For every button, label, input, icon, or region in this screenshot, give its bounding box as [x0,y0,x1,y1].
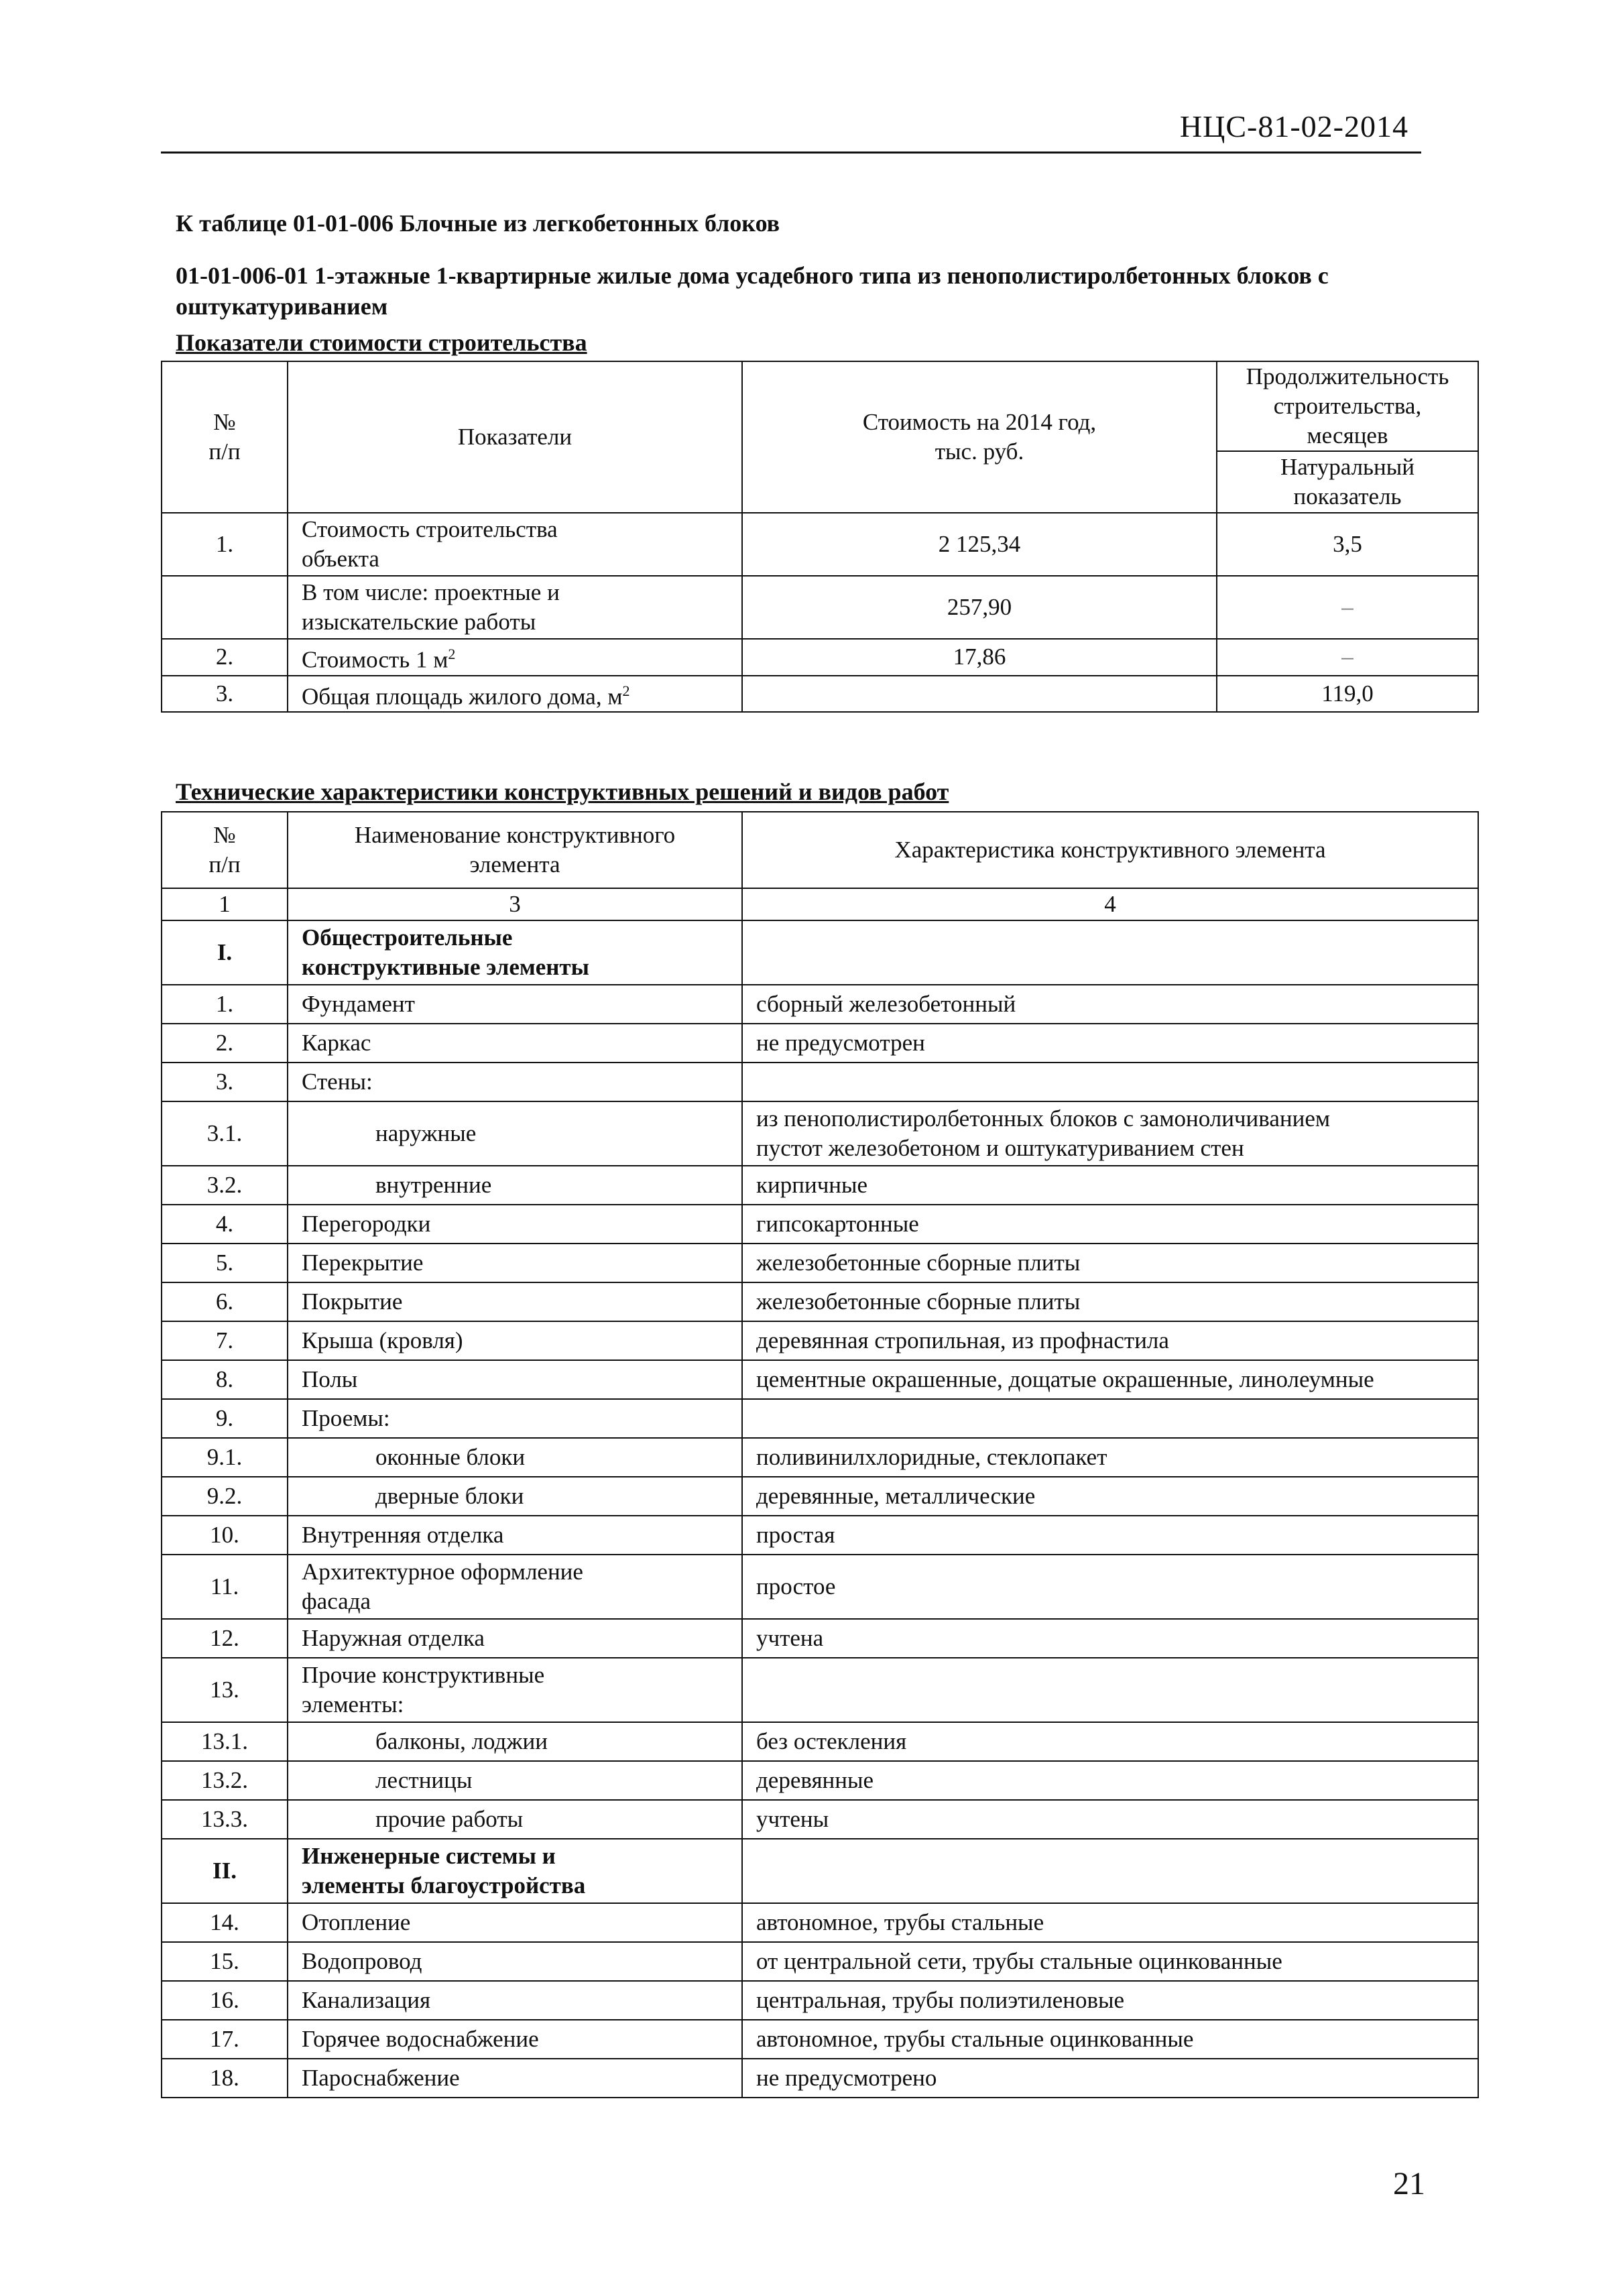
element-characteristic: гипсокартонные [742,1205,1478,1244]
row-cost [742,676,1217,713]
row-number: 14. [162,1903,288,1942]
element-name: Крыша (кровля) [288,1321,742,1360]
row-number: 17. [162,2020,288,2059]
row-number: 13. [162,1658,288,1722]
table-row [162,639,1478,676]
element-name: Отопление [288,1903,742,1942]
element-characteristic: цементные окрашенные, дощатые окрашенные, линолеумные [742,1360,1478,1399]
table-row [162,1321,1478,1360]
element-characteristic: сборный железобетонный [742,985,1478,1024]
row-cost: 257,90 [742,576,1217,639]
table-row [162,1205,1478,1244]
element-name: Общестроительные конструктивные элементы [288,920,742,985]
element-name: Проемы: [288,1399,742,1438]
element-name: Канализация [288,1981,742,2020]
table-row [162,1555,1478,1619]
element-characteristic: простая [742,1516,1478,1555]
table-row [162,1244,1478,1282]
cost-header-num: № п/п [162,361,288,513]
table-row [162,1981,1478,2020]
cost-section-title: Показатели стоимости строительства [176,329,587,356]
row-number: 8. [162,1360,288,1399]
row-number: 9.2. [162,1477,288,1516]
row-number: 1. [162,985,288,1024]
row-indicator-name [288,639,742,676]
element-characteristic: железобетонные сборные плиты [742,1244,1478,1282]
element-characteristic: кирпичные [742,1166,1478,1205]
element-characteristic: поливинилхлоридные, стеклопакет [742,1438,1478,1477]
element-name: наружные [288,1101,742,1166]
table-row [162,1839,1478,1903]
table-row [162,513,1478,576]
tech-table [161,811,1479,2098]
element-characteristic [742,1399,1478,1438]
superscript: 2 [448,646,456,662]
element-characteristic: от центральной сети, трубы стальные оцинкованные [742,1942,1478,1981]
element-name: Перегородки [288,1205,742,1244]
tech-index-3: 3 [288,888,742,920]
row-number: 11. [162,1555,288,1619]
tech-table-body [162,920,1478,2098]
element-characteristic: простое [742,1555,1478,1619]
element-name: прочие работы [288,1800,742,1839]
element-characteristic: учтены [742,1800,1478,1839]
element-name: Архитектурное оформление фасада [288,1555,742,1619]
row-number: 15. [162,1942,288,1981]
row-number: 2. [162,1024,288,1063]
row-number: 5. [162,1244,288,1282]
element-name: лестницы [288,1761,742,1800]
table-row [162,1101,1478,1166]
table-row [162,1063,1478,1101]
indicator-text: Стоимость 1 м [302,646,448,673]
table-row [162,1619,1478,1658]
element-name: Внутренняя отделка [288,1516,742,1555]
element-characteristic [742,920,1478,985]
table-row [162,2059,1478,2098]
element-characteristic: не предусмотрен [742,1024,1478,1063]
table-row [162,1360,1478,1399]
element-characteristic [742,1658,1478,1722]
row-natural-value: 3,5 [1217,513,1478,576]
table-row [162,1399,1478,1438]
header-rule [161,152,1421,154]
table-row [162,1516,1478,1555]
element-name: Инженерные системы и элементы благоустройства [288,1839,742,1903]
row-number [162,576,288,639]
element-name: Стены: [288,1063,742,1101]
element-name: внутренние [288,1166,742,1205]
element-name: Фундамент [288,985,742,1024]
table-row [162,1761,1478,1800]
row-natural-value: – [1217,639,1478,676]
cost-header-duration: Продолжительность строительства, месяцев [1217,361,1478,451]
row-cost: 2 125,34 [742,513,1217,576]
tech-header-num: № п/п [162,812,288,888]
table-row [162,1438,1478,1477]
row-number: I. [162,920,288,985]
element-characteristic: деревянные [742,1761,1478,1800]
element-name: Перекрытие [288,1244,742,1282]
page-number: 21 [1393,2166,1425,2201]
element-name: Горячее водоснабжение [288,2020,742,2059]
row-number: 3. [162,676,288,713]
row-number: 7. [162,1321,288,1360]
table-row [162,676,1478,713]
tech-index-4: 4 [742,888,1478,920]
tech-header-name: Наименование конструктивного элемента [288,812,742,888]
element-characteristic: деревянная стропильная, из профнастила [742,1321,1478,1360]
row-number: 13.2. [162,1761,288,1800]
row-number: 10. [162,1516,288,1555]
row-natural-value: 119,0 [1217,676,1478,713]
element-name: Пароснабжение [288,2059,742,2098]
row-number: II. [162,1839,288,1903]
element-characteristic [742,1839,1478,1903]
cost-header-cost: Стоимость на 2014 год, тыс. руб. [742,361,1217,513]
element-characteristic: не предусмотрено [742,2059,1478,2098]
table-row [162,1903,1478,1942]
row-number: 3. [162,1063,288,1101]
row-number: 4. [162,1205,288,1244]
element-name: оконные блоки [288,1438,742,1477]
cost-header-natural: Натуральный показатель [1217,451,1478,513]
row-number: 2. [162,639,288,676]
tech-header-char: Характеристика конструктивного элемента [742,812,1478,888]
table-row [162,1282,1478,1321]
table-row [162,1477,1478,1516]
table-row [162,2020,1478,2059]
cost-table-body [162,513,1478,712]
row-indicator-name [288,576,742,639]
table-row [162,1166,1478,1205]
element-characteristic: из пенополистиролбетонных блоков с замоноличиванием пустот железобетоном и оштукатуриванием стен [742,1101,1478,1166]
indicator-text: Стоимость строительства объекта [302,516,558,572]
row-indicator-name [288,513,742,576]
indicator-text: Общая площадь жилого дома, м [302,683,623,710]
object-title: 01-01-006-01 1-этажные 1-квартирные жилые дома усадебного типа из пенополистиролбетонных блоков с оштукатуриванием [176,262,1329,320]
row-number: 9. [162,1399,288,1438]
element-name: Водопровод [288,1942,742,1981]
superscript: 2 [622,682,630,699]
element-name: Покрытие [288,1282,742,1321]
cost-table [161,361,1479,713]
table-row [162,1942,1478,1981]
element-characteristic: деревянные, металлические [742,1477,1478,1516]
element-name: Каркас [288,1024,742,1063]
row-number: 12. [162,1619,288,1658]
table-row [162,985,1478,1024]
element-characteristic: железобетонные сборные плиты [742,1282,1478,1321]
row-indicator-name [288,676,742,713]
element-characteristic: автономное, трубы стальные [742,1903,1478,1942]
table-row [162,576,1478,639]
row-natural-value: – [1217,576,1478,639]
table-row [162,1800,1478,1839]
indicator-text: В том числе: проектные и изыскательские работы [302,579,560,635]
row-number: 1. [162,513,288,576]
row-number: 13.1. [162,1722,288,1761]
tech-section-title: Технические характеристики конструктивных решений и видов работ [176,778,949,805]
row-number: 3.1. [162,1101,288,1166]
element-name: Полы [288,1360,742,1399]
table-row [162,1658,1478,1722]
row-number: 16. [162,1981,288,2020]
table-row [162,1024,1478,1063]
cost-header-name: Показатели [288,361,742,513]
element-characteristic: без остекления [742,1722,1478,1761]
element-name: балконы, лоджии [288,1722,742,1761]
tech-index-1: 1 [162,888,288,920]
row-number: 6. [162,1282,288,1321]
table-row [162,1722,1478,1761]
element-name: Наружная отделка [288,1619,742,1658]
element-name: дверные блоки [288,1477,742,1516]
row-number: 9.1. [162,1438,288,1477]
element-characteristic: центральная, трубы полиэтиленовые [742,1981,1478,2020]
table-title: К таблице 01-01-006 Блочные из легкобетонных блоков [176,210,780,237]
row-number: 13.3. [162,1800,288,1839]
row-number: 3.2. [162,1166,288,1205]
element-characteristic: автономное, трубы стальные оцинкованные [742,2020,1478,2059]
element-characteristic [742,1063,1478,1101]
element-characteristic: учтена [742,1619,1478,1658]
row-cost: 17,86 [742,639,1217,676]
element-name: Прочие конструктивные элементы: [288,1658,742,1722]
table-row [162,920,1478,985]
document-code: НЦС-81-02-2014 [1179,109,1408,143]
row-number: 18. [162,2059,288,2098]
